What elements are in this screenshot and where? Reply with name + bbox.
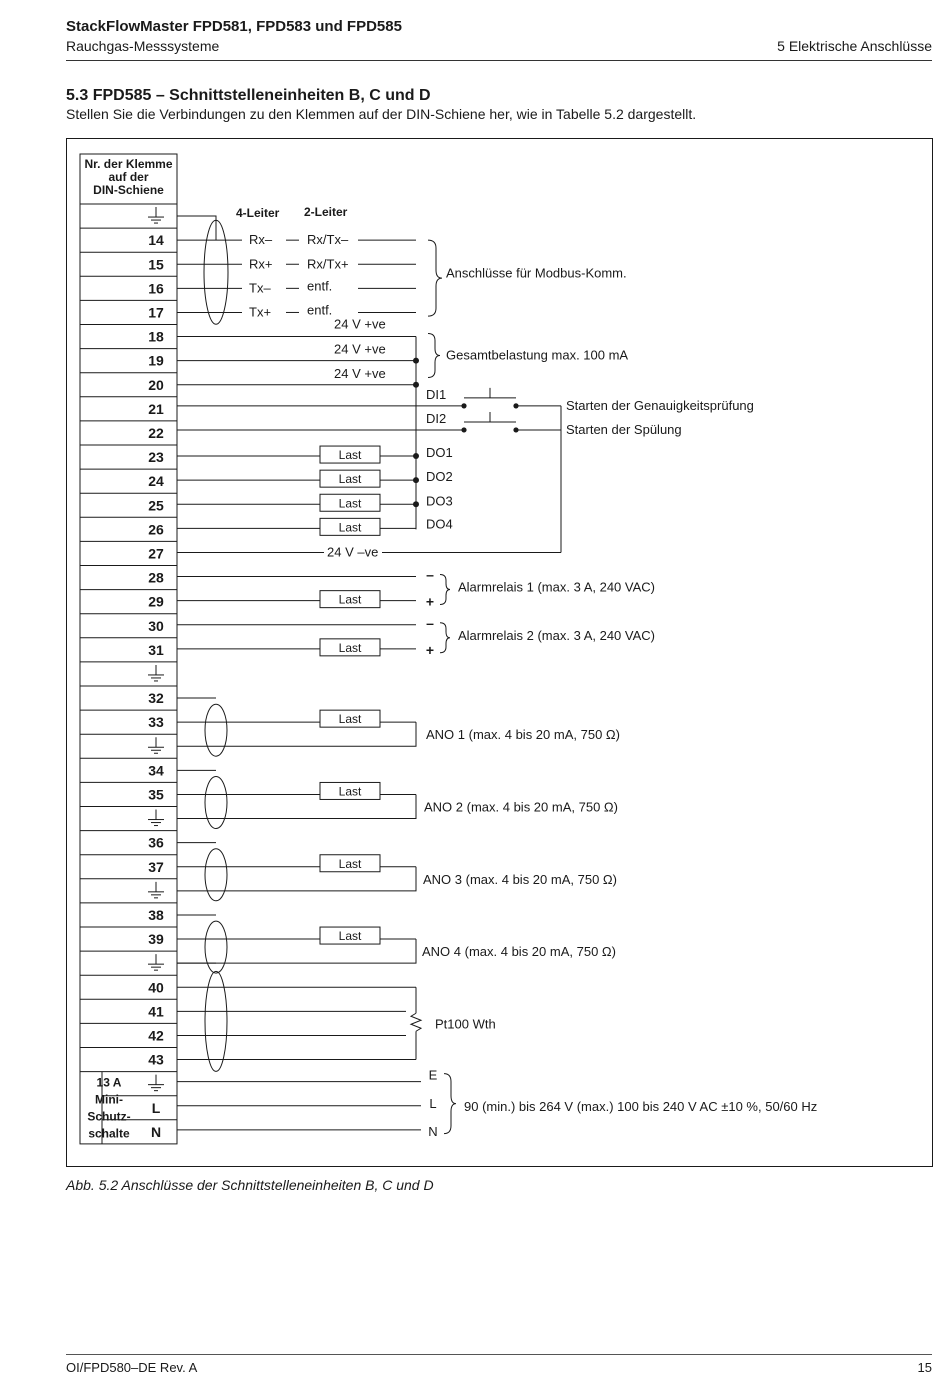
modbus-label: Anschlüsse für Modbus-Komm. [446,265,627,281]
terminal-38: 38 [148,906,164,923]
cable-shield-oval [205,777,227,829]
terminal-23: 23 [148,449,164,466]
terminal-34: 34 [148,762,164,779]
wire-4-label: Rx– [249,232,273,248]
terminal-36: 36 [148,834,164,851]
power-label: 90 (min.) bis 264 V (max.) 100 bis 240 V AC ±10 %, 50/60 Hz [464,1098,818,1114]
relay-plus: + [425,641,435,658]
terminal-42: 42 [148,1027,164,1044]
junction-dot [413,358,419,364]
wire-2-label: entf. [307,302,333,318]
terminal-26: 26 [148,521,164,538]
do-label: DO4 [426,516,453,532]
terminal-31: 31 [148,641,164,658]
supply-total-label: Gesamtbelastung max. 100 mA [446,347,629,363]
terminal-37: 37 [148,858,164,875]
section-intro: Stellen Sie die Verbindungen zu den Klemmen auf der DIN-Schiene her, wie in Tabelle 5.2 dargestellt. [66,106,697,122]
wire-2-label: Rx/Tx– [307,232,349,248]
switch-contact [461,403,466,408]
modbus-brace [428,240,442,316]
terminal-28: 28 [148,569,164,586]
power-letter: E [428,1067,438,1083]
terminal-N: N [150,1123,162,1140]
document-id: OI/FPD580–DE Rev. A [66,1360,198,1375]
table-header-line: auf der [108,170,149,184]
ground-icon [148,737,164,753]
supply-brace [428,334,440,378]
wire-4-label: Tx– [249,280,271,296]
load-label: Last [338,929,362,944]
terminal-43: 43 [148,1051,164,1068]
section-title: 5.3 FPD585 – Schnittstelleneinheiten B, C und D [66,87,431,104]
load-label: Last [338,856,362,871]
ground-icon [148,954,164,970]
ano-label: ANO 3 (max. 4 bis 20 mA, 750 Ω) [423,871,617,887]
load-label: Last [338,640,362,655]
di-function-label: Starten der Spülung [566,421,682,437]
wire-2-label: Rx/Tx+ [307,256,349,272]
wire-4-label: Rx+ [249,256,273,272]
table-header-line: DIN-Schiene [93,183,164,197]
terminal-40: 40 [148,979,164,996]
figure-caption: Abb. 5.2 Anschlüsse der Schnittstelleneinheiten B, C und D [66,1177,434,1193]
ground-icon [148,665,164,681]
load-label: Last [338,592,362,607]
terminal-19: 19 [148,352,164,369]
junction-dot [413,501,419,507]
document-subtitle: Rauchgas-Messsysteme [66,38,220,54]
relay-plus: + [425,593,435,610]
neg-supply-label: 24 V –ve [327,544,379,560]
pt100-label: Pt100 Wth [435,1016,496,1032]
ground-icon [148,207,164,223]
page-number: 15 [917,1360,932,1375]
supply-label: 24 V +ve [334,316,386,332]
wire-header-2-leiter: 2-Leiter [304,205,348,219]
breaker-label-line: Schutz- [87,1109,131,1124]
wire-4-label: Tx+ [249,304,272,320]
alarm-relay-label: Alarmrelais 2 (max. 3 A, 240 VAC) [458,627,655,643]
load-label: Last [338,712,362,727]
terminal-14: 14 [148,232,164,249]
header-rule [66,60,932,61]
diagram-labels [236,205,817,1139]
terminal-30: 30 [148,617,164,634]
load-label: Last [338,784,362,799]
relay-minus: – [426,614,434,631]
terminal-24: 24 [148,473,164,490]
supply-label: 24 V +ve [334,365,386,381]
ano-label: ANO 2 (max. 4 bis 20 mA, 750 Ω) [424,799,618,815]
power-letter: N [428,1123,438,1139]
ano-label: ANO 4 (max. 4 bis 20 mA, 750 Ω) [422,944,616,960]
junction-dot [413,477,419,483]
terminal-17: 17 [148,304,164,321]
wire-2-label: entf. [307,278,333,294]
cable-shield-oval [205,971,227,1071]
junction-dot [413,453,419,459]
wiring-diagram [66,138,933,1167]
terminal-27: 27 [148,545,164,562]
terminal-35: 35 [148,786,164,803]
alarm-relay-label: Alarmrelais 1 (max. 3 A, 240 VAC) [458,579,655,595]
relay-brace [440,575,450,605]
terminal-18: 18 [148,328,164,345]
di-label: DI1 [426,386,447,402]
terminal-20: 20 [148,376,164,393]
figure-frame [67,139,933,1167]
terminal-33: 33 [148,714,164,731]
wire-header-4-leiter: 4-Leiter [236,206,280,220]
document-title: StackFlowMaster FPD581, FPD583 und FPD585 [66,18,402,35]
table-header-line: Nr. der Klemme [84,157,173,171]
terminal-16: 16 [148,280,164,297]
switch-contact [461,427,466,432]
terminal-15: 15 [148,256,164,273]
junction-dot [413,382,419,388]
load-label: Last [338,496,362,511]
load-label: Last [338,448,362,463]
terminal-25: 25 [148,497,164,514]
do-label: DO3 [426,493,453,509]
di-label: DI2 [426,410,447,426]
terminal-table [80,154,177,1144]
terminal-39: 39 [148,931,164,948]
terminal-21: 21 [148,400,164,417]
power-brace [444,1074,456,1134]
ground-icon [148,1075,164,1091]
cable-shield-oval [205,921,227,973]
do-label: DO1 [426,445,453,461]
cable-shield-oval [205,704,227,756]
terminal-22: 22 [148,424,164,441]
supply-label: 24 V +ve [334,341,386,357]
load-label: Last [338,472,362,487]
relay-minus: – [426,566,434,583]
load-label: Last [338,520,362,535]
power-letter: L [429,1095,437,1111]
resistor-icon [411,1013,421,1031]
breaker-label-line: Mini- [95,1092,123,1107]
breaker-label-line: 13 A [96,1075,122,1090]
footer-rule [66,1354,932,1355]
terminal-41: 41 [148,1003,164,1020]
do-label: DO2 [426,469,453,485]
di-function-label: Starten der Genauigkeitsprüfung [566,397,754,413]
ground-icon [148,882,164,898]
terminal-32: 32 [148,690,164,707]
terminal-L: L [151,1099,161,1116]
ground-drain-wire [177,216,216,240]
breaker-label-line: schalte [88,1126,130,1141]
chapter-label: 5 Elektrische Anschlüsse [777,38,932,54]
relay-brace [440,623,450,653]
ano-label: ANO 1 (max. 4 bis 20 mA, 750 Ω) [426,727,620,743]
ground-icon [148,810,164,826]
cable-shield-oval [205,849,227,901]
terminal-29: 29 [148,593,164,610]
